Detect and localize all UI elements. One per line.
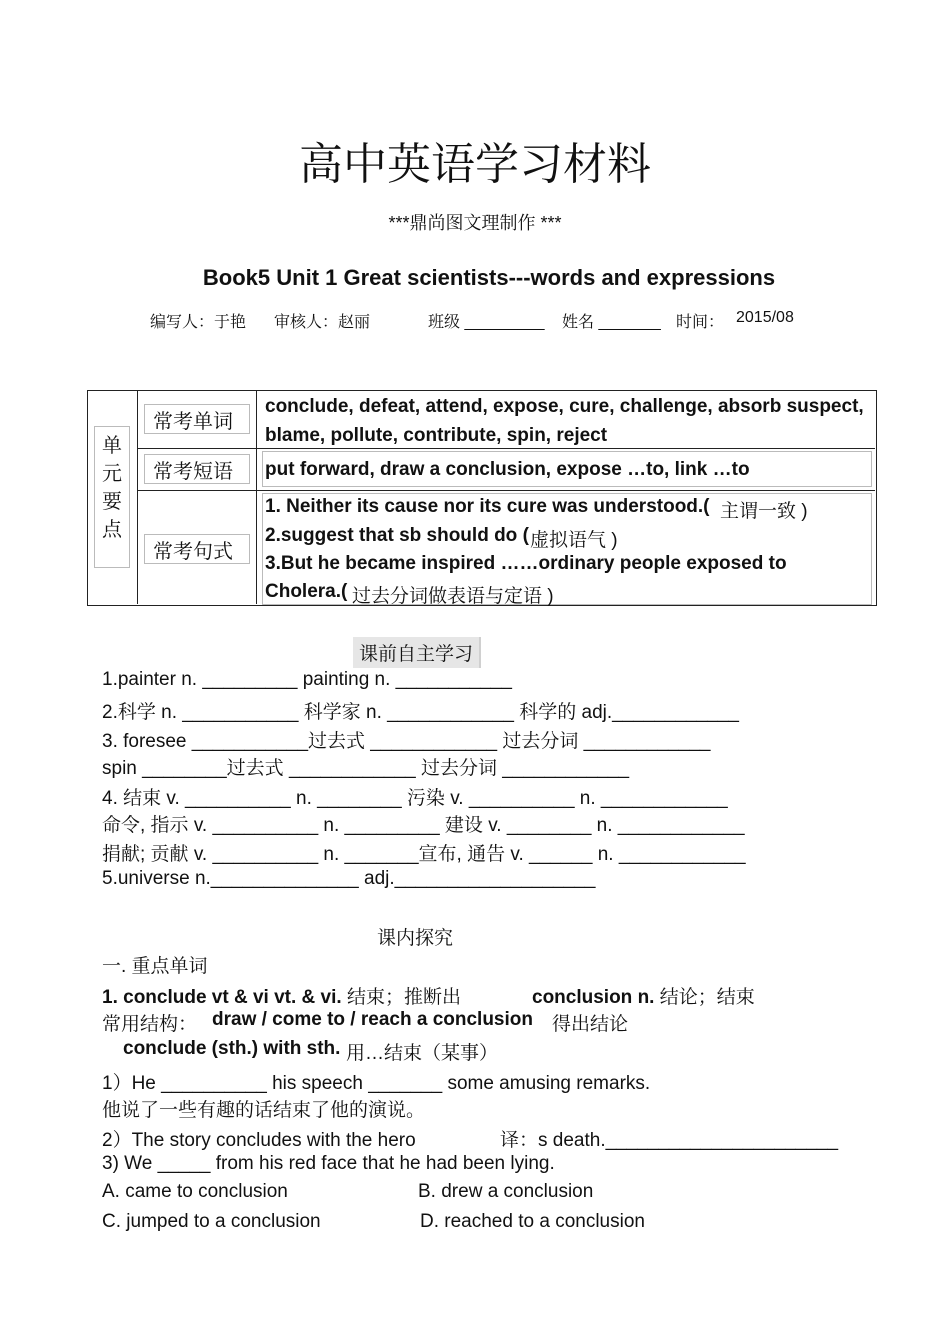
option-b: B. drew a conclusion	[418, 1181, 594, 1202]
meta-time-label: 时间：	[676, 314, 725, 331]
example-1: 1）He __________ his speech _______ some amusing remarks.	[102, 1073, 651, 1094]
entry-conclusion-meaning: 结论；结束	[654, 987, 755, 1008]
sentence-1-note	[720, 496, 808, 523]
structure-phrase: draw / come to / reach a conclusion	[212, 1009, 533, 1030]
entry-conclusion	[532, 982, 755, 1009]
structure-label: 常用结构：	[102, 1014, 198, 1035]
side-label-char: 单	[102, 433, 122, 457]
phrases-line: put forward, draw a conclusion, expose …to, link …to	[265, 459, 750, 480]
preview-line-7: 捐献; 贡献 v. __________ n. _______宣布, 通告 v. ______ n. ____________	[102, 844, 746, 865]
structure-meaning: 得出结论	[552, 1014, 629, 1035]
preview-heading: 课前自主学习	[353, 637, 481, 668]
sentence-2: 2.suggest that sb should do (	[265, 525, 529, 546]
sentence-3-note: 过去分词做表语与定语 )	[352, 586, 554, 607]
side-label-char: 元	[102, 461, 122, 485]
with-meaning: 用…结束（某事）	[346, 1043, 499, 1064]
sentence-1-note-text: 主谓一致 )	[720, 501, 808, 522]
words-line-2: blame, pollute, contribute, spin, reject	[265, 425, 608, 446]
option-d: D. reached to a conclusion	[420, 1211, 645, 1232]
example-1-translation: 他说了一些有趣的话结束了他的演说。	[102, 1100, 426, 1121]
entry-conclude	[102, 982, 461, 1009]
meta-class: 班级 _________	[428, 314, 545, 331]
example-2-translate: 译：s death.______________________	[500, 1130, 839, 1151]
preview-line-8: 5.universe n.______________ adj.___________________	[102, 868, 596, 889]
example-3: 3) We _____ from his red face that he had been lying.	[102, 1153, 555, 1174]
preview-line-3: 3. foresee ___________过去式 ____________ 过去分词 ____________	[102, 731, 711, 752]
side-label	[94, 426, 130, 568]
row-label-words: 常考单词	[144, 404, 250, 434]
table-divider	[137, 490, 875, 491]
table-divider	[256, 390, 257, 604]
side-label-char: 要	[102, 489, 122, 513]
sentence-3-cont: Cholera.(	[265, 581, 348, 602]
preview-line-5: 4. 结束 v. __________ n. ________ 污染 v. __________ n. ____________	[102, 788, 728, 809]
inclass-heading: 课内探究	[377, 928, 454, 949]
option-c: C. jumped to a conclusion	[102, 1211, 321, 1232]
side-label-char: 点	[102, 517, 122, 541]
meta-date: 2015/08	[736, 309, 794, 326]
meta-author: 编写人：于艳	[150, 314, 247, 331]
entry-conclude-meaning: 结束；推断出	[341, 987, 461, 1008]
entry-conclude-head: 1. conclude vt & vi vt. & vi.	[102, 987, 342, 1008]
entry-conclusion-head: conclusion n.	[532, 987, 655, 1008]
option-a: A. came to conclusion	[102, 1181, 288, 1202]
example-2: 2）The story concludes with the hero	[102, 1130, 416, 1151]
unit-title: Book5 Unit 1 Great scientists---words and expressions	[202, 265, 776, 290]
row-label-phrases: 常考短语	[144, 454, 250, 484]
preview-line-4: spin ________过去式 ____________ 过去分词 ____________	[102, 758, 630, 779]
preview-line-1: 1.painter n. _________ painting n. ___________	[102, 669, 512, 690]
preview-line-2: 2.科学 n. ___________ 科学家 n. ____________ 科学的 adj.____________	[102, 702, 739, 723]
producer-note: ***鼎尚图文理制作 ***	[388, 213, 562, 233]
page-title: 高中英语学习材料	[299, 139, 651, 190]
meta-reviewer: 审核人：赵丽	[274, 314, 371, 331]
sentence-1: 1. Neither its cause nor its cure was understood.(	[265, 496, 710, 517]
sentence-2-note: 虚拟语气 )	[530, 530, 618, 551]
row-label-sentences: 常考句式	[144, 534, 250, 564]
words-line-1: conclude, defeat, attend, expose, cure, challenge, absorb suspect,	[265, 396, 864, 417]
sentence-3: 3.But he became inspired ……ordinary people exposed to	[265, 553, 787, 574]
preview-line-6: 命令, 指示 v. __________ n. _________ 建设 v. ________ n. ____________	[102, 815, 745, 836]
table-divider	[137, 390, 138, 604]
table-divider	[137, 448, 875, 449]
section-key-words: 一. 重点单词	[102, 956, 208, 977]
meta-name: 姓名 _______	[562, 314, 661, 331]
with-phrase: conclude (sth.) with sth.	[123, 1038, 341, 1059]
